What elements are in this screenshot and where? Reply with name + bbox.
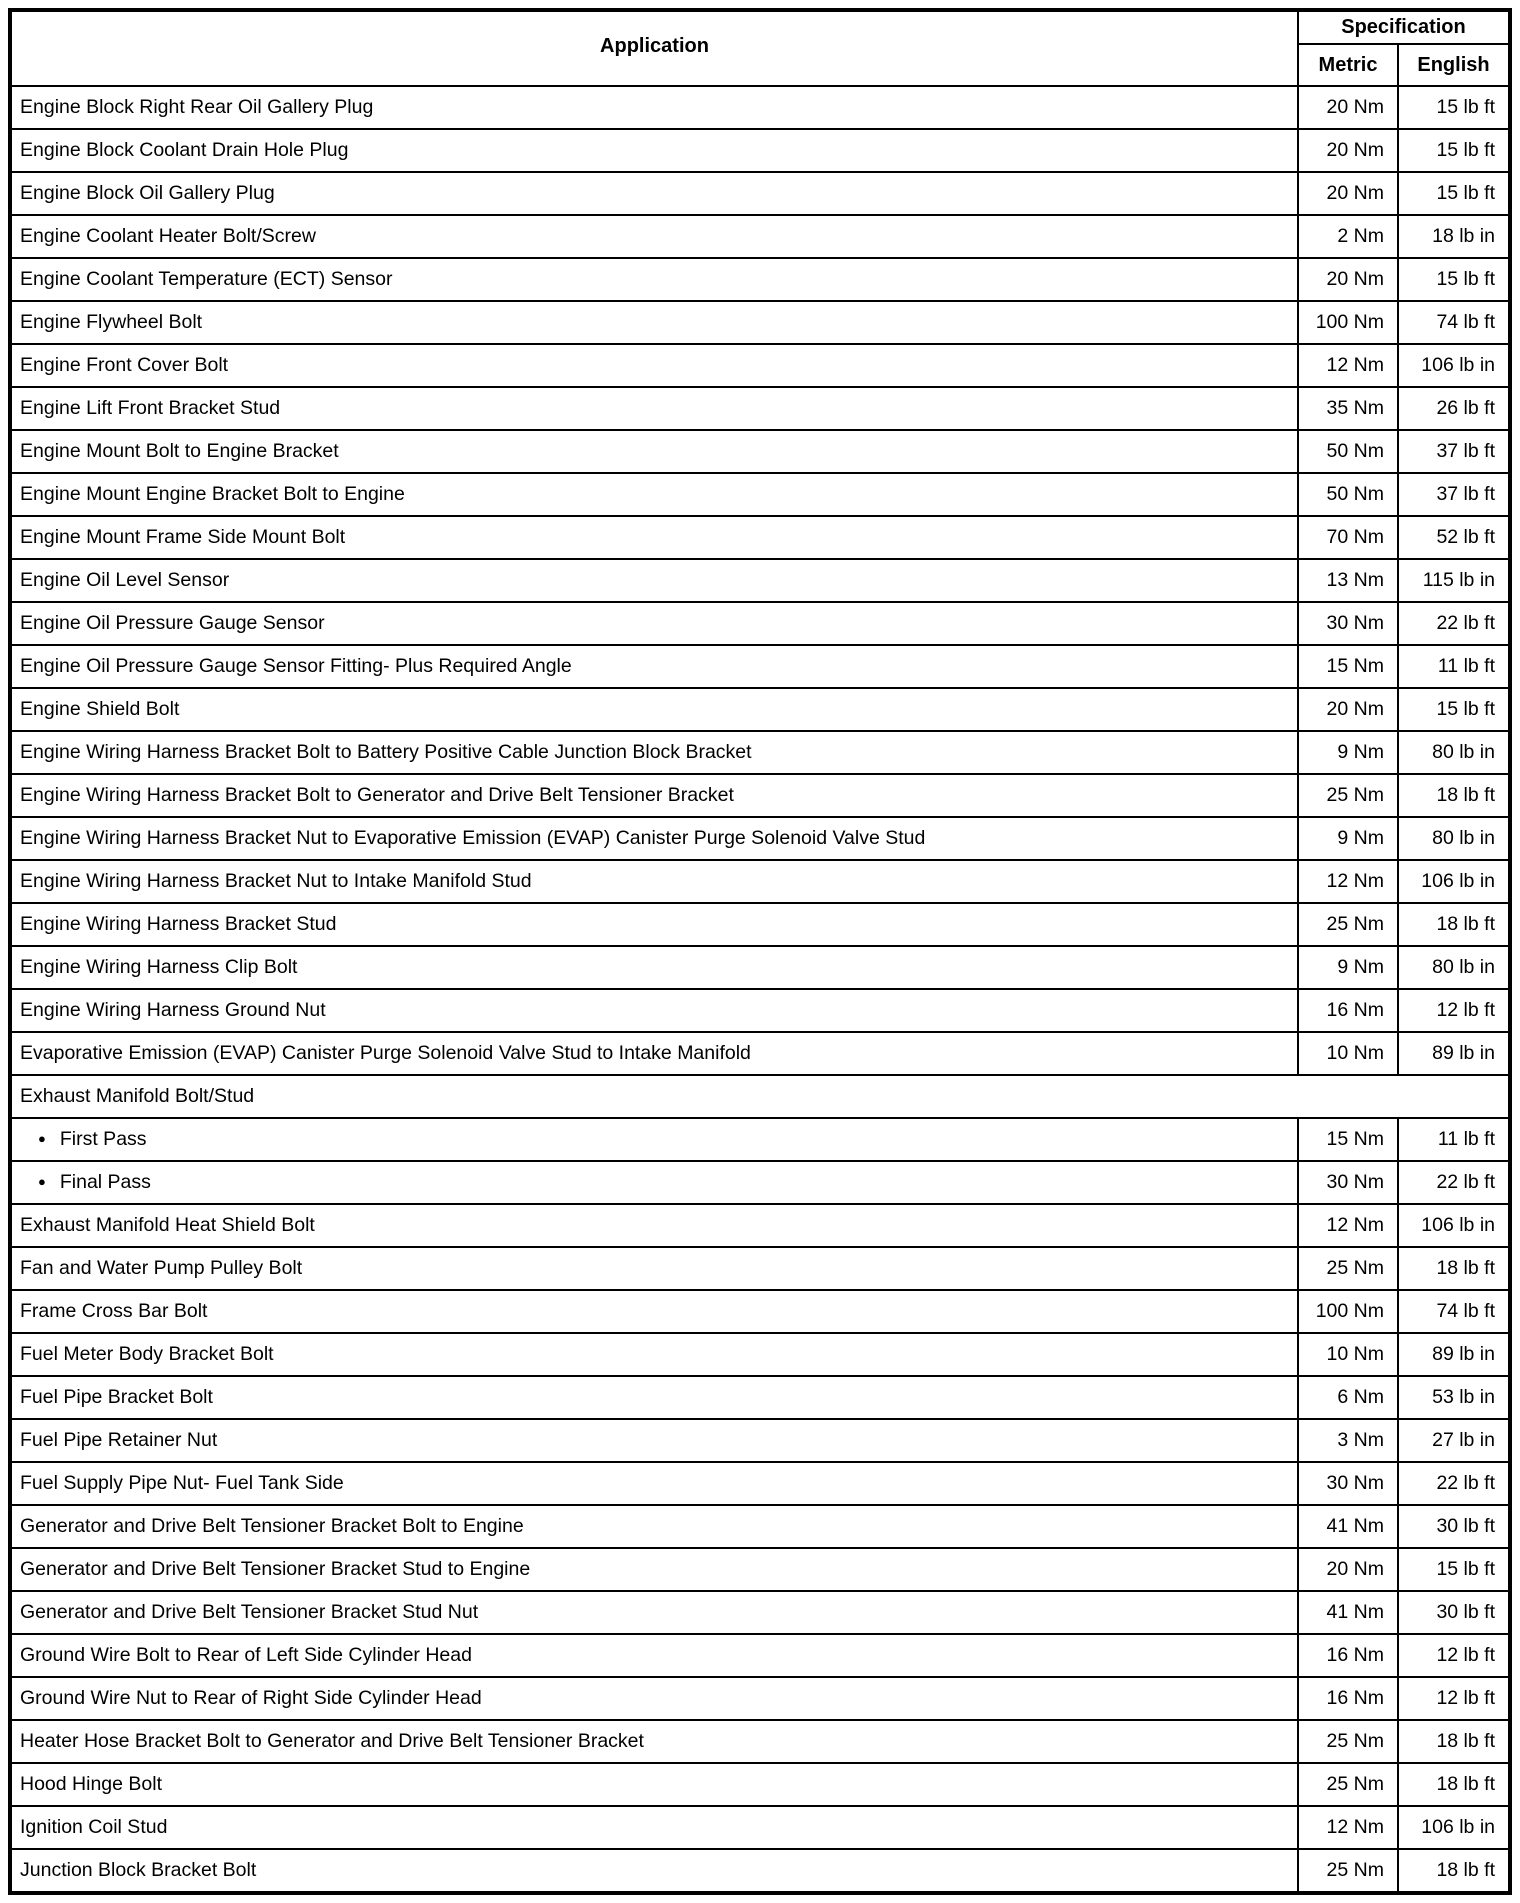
table-row [10,1032,1510,1075]
application-cell: Engine Mount Engine Bracket Bolt to Engine [10,473,1298,516]
english-value-cell: 115 lb in [1398,559,1510,602]
english-value-cell: 37 lb ft [1398,430,1510,473]
english-value-cell: 27 lb in [1398,1419,1510,1462]
metric-value-cell: 6 Nm [1298,1376,1398,1419]
column-header-specification: Specification [1298,10,1510,44]
metric-value-cell: 12 Nm [1298,1204,1398,1247]
table-row [10,301,1510,344]
english-value-cell: 18 lb ft [1398,1849,1510,1893]
metric-value-cell: 50 Nm [1298,473,1398,516]
application-cell: Fuel Supply Pipe Nut- Fuel Tank Side [10,1462,1298,1505]
application-cell: Engine Wiring Harness Bracket Nut to Intake Manifold Stud [10,860,1298,903]
table-row [10,172,1510,215]
application-cell: Engine Wiring Harness Bracket Bolt to Generator and Drive Belt Tensioner Bracket [10,774,1298,817]
english-value-cell: 80 lb in [1398,946,1510,989]
application-cell: Engine Block Right Rear Oil Gallery Plug [10,86,1298,129]
table-row [10,731,1510,774]
application-cell: Fan and Water Pump Pulley Bolt [10,1247,1298,1290]
table-row [10,688,1510,731]
application-cell: Engine Wiring Harness Bracket Nut to Evaporative Emission (EVAP) Canister Purge Solenoid Valve Stud [10,817,1298,860]
metric-value-cell: 50 Nm [1298,430,1398,473]
application-cell: Engine Wiring Harness Bracket Bolt to Battery Positive Cable Junction Block Bracket [10,731,1298,774]
english-value-cell: 18 lb ft [1398,1720,1510,1763]
application-cell: Fuel Meter Body Bracket Bolt [10,1333,1298,1376]
english-value-cell: 74 lb ft [1398,301,1510,344]
table-row [10,1720,1510,1763]
application-cell: Ignition Coil Stud [10,1806,1298,1849]
metric-value-cell: 16 Nm [1298,1677,1398,1720]
metric-value-cell: 9 Nm [1298,731,1398,774]
application-cell: Fuel Pipe Retainer Nut [10,1419,1298,1462]
english-value-cell: 26 lb ft [1398,387,1510,430]
english-value-cell: 18 lb ft [1398,1247,1510,1290]
table-row [10,258,1510,301]
column-header-metric: Metric [1298,44,1398,86]
table-row [10,387,1510,430]
metric-value-cell: 16 Nm [1298,989,1398,1032]
table-row [10,1075,1510,1118]
english-value-cell: 11 lb ft [1398,645,1510,688]
metric-value-cell: 20 Nm [1298,688,1398,731]
metric-value-cell: 20 Nm [1298,1548,1398,1591]
english-value-cell: 18 lb ft [1398,1763,1510,1806]
english-value-cell: 18 lb ft [1398,774,1510,817]
application-cell: Generator and Drive Belt Tensioner Bracket Stud Nut [10,1591,1298,1634]
application-cell: Engine Mount Frame Side Mount Bolt [10,516,1298,559]
table-row [10,344,1510,387]
metric-value-cell: 12 Nm [1298,860,1398,903]
torque-spec-table [8,8,1512,1895]
application-cell: Ground Wire Bolt to Rear of Left Side Cylinder Head [10,1634,1298,1677]
english-value-cell: 15 lb ft [1398,688,1510,731]
application-cell: Engine Wiring Harness Clip Bolt [10,946,1298,989]
english-value-cell: 15 lb ft [1398,258,1510,301]
metric-value-cell: 30 Nm [1298,1161,1398,1204]
english-value-cell: 89 lb in [1398,1032,1510,1075]
table-row [10,602,1510,645]
application-cell: Junction Block Bracket Bolt [10,1849,1298,1893]
english-value-cell: 106 lb in [1398,1204,1510,1247]
application-cell: Engine Coolant Temperature (ECT) Sensor [10,258,1298,301]
metric-value-cell: 12 Nm [1298,1806,1398,1849]
metric-value-cell: 12 Nm [1298,344,1398,387]
application-cell: Engine Front Cover Bolt [10,344,1298,387]
english-value-cell: 74 lb ft [1398,1290,1510,1333]
metric-value-cell: 25 Nm [1298,1720,1398,1763]
column-header-application: Application [10,10,1298,86]
application-cell: Engine Block Coolant Drain Hole Plug [10,129,1298,172]
english-value-cell: 15 lb ft [1398,86,1510,129]
table-row [10,946,1510,989]
metric-value-cell: 25 Nm [1298,903,1398,946]
metric-value-cell: 15 Nm [1298,645,1398,688]
application-cell: Engine Block Oil Gallery Plug [10,172,1298,215]
application-cell: Engine Wiring Harness Bracket Stud [10,903,1298,946]
english-value-cell: 11 lb ft [1398,1118,1510,1161]
metric-value-cell: 70 Nm [1298,516,1398,559]
english-value-cell: 89 lb in [1398,1333,1510,1376]
application-cell: Evaporative Emission (EVAP) Canister Purge Solenoid Valve Stud to Intake Manifold [10,1032,1298,1075]
table-row [10,1419,1510,1462]
application-cell: Engine Wiring Harness Ground Nut [10,989,1298,1032]
application-cell: Engine Lift Front Bracket Stud [10,387,1298,430]
english-value-cell: 106 lb in [1398,1806,1510,1849]
metric-value-cell: 9 Nm [1298,817,1398,860]
metric-value-cell: 10 Nm [1298,1032,1398,1075]
table-row [10,129,1510,172]
metric-value-cell: 30 Nm [1298,1462,1398,1505]
english-value-cell: 37 lb ft [1398,473,1510,516]
table-row [10,1548,1510,1591]
english-value-cell: 18 lb in [1398,215,1510,258]
table-row [10,860,1510,903]
metric-value-cell: 25 Nm [1298,1849,1398,1893]
table-row [10,645,1510,688]
metric-value-cell: 100 Nm [1298,1290,1398,1333]
metric-value-cell: 25 Nm [1298,774,1398,817]
application-cell [10,1118,1298,1161]
metric-value-cell: 41 Nm [1298,1505,1398,1548]
table-row [10,86,1510,129]
table-row [10,774,1510,817]
table-row [10,1806,1510,1849]
table-row [10,1204,1510,1247]
metric-value-cell: 20 Nm [1298,129,1398,172]
english-value-cell: 80 lb in [1398,817,1510,860]
metric-value-cell: 100 Nm [1298,301,1398,344]
group-row-label: Exhaust Manifold Bolt/Stud [10,1075,1510,1118]
metric-value-cell: 41 Nm [1298,1591,1398,1634]
table-row [10,473,1510,516]
application-cell: Hood Hinge Bolt [10,1763,1298,1806]
english-value-cell: 12 lb ft [1398,989,1510,1032]
english-value-cell: 12 lb ft [1398,1634,1510,1677]
english-value-cell: 12 lb ft [1398,1677,1510,1720]
table-row [10,1118,1510,1161]
english-value-cell: 30 lb ft [1398,1591,1510,1634]
application-cell: Heater Hose Bracket Bolt to Generator and Drive Belt Tensioner Bracket [10,1720,1298,1763]
table-row [10,1462,1510,1505]
metric-value-cell: 13 Nm [1298,559,1398,602]
table-row [10,1763,1510,1806]
bullet-icon: ● [38,1131,46,1146]
application-cell: Generator and Drive Belt Tensioner Bracket Stud to Engine [10,1548,1298,1591]
table-body [10,86,1510,1893]
application-cell: Engine Oil Level Sensor [10,559,1298,602]
bullet-icon: ● [38,1174,46,1189]
metric-value-cell: 20 Nm [1298,86,1398,129]
english-value-cell: 15 lb ft [1398,129,1510,172]
metric-value-cell: 30 Nm [1298,602,1398,645]
application-cell: Engine Coolant Heater Bolt/Screw [10,215,1298,258]
table-row [10,1376,1510,1419]
application-cell: Engine Mount Bolt to Engine Bracket [10,430,1298,473]
metric-value-cell: 15 Nm [1298,1118,1398,1161]
table-row [10,1677,1510,1720]
table-row [10,1333,1510,1376]
table-row [10,1591,1510,1634]
english-value-cell: 30 lb ft [1398,1505,1510,1548]
metric-value-cell: 16 Nm [1298,1634,1398,1677]
application-label: First Pass [59,1128,147,1150]
metric-value-cell: 25 Nm [1298,1247,1398,1290]
table-row [10,1634,1510,1677]
table-row [10,1849,1510,1893]
application-cell: Generator and Drive Belt Tensioner Bracket Bolt to Engine [10,1505,1298,1548]
metric-value-cell: 25 Nm [1298,1763,1398,1806]
table-row [10,989,1510,1032]
metric-value-cell: 3 Nm [1298,1419,1398,1462]
application-cell: Engine Oil Pressure Gauge Sensor [10,602,1298,645]
english-value-cell: 53 lb in [1398,1376,1510,1419]
table-row [10,430,1510,473]
column-header-english: English [1398,44,1510,86]
metric-value-cell: 9 Nm [1298,946,1398,989]
table-row [10,516,1510,559]
application-cell: Engine Flywheel Bolt [10,301,1298,344]
table-row [10,1505,1510,1548]
table-row [10,1247,1510,1290]
english-value-cell: 106 lb in [1398,344,1510,387]
metric-value-cell: 20 Nm [1298,172,1398,215]
english-value-cell: 52 lb ft [1398,516,1510,559]
english-value-cell: 80 lb in [1398,731,1510,774]
metric-value-cell: 10 Nm [1298,1333,1398,1376]
english-value-cell: 22 lb ft [1398,1462,1510,1505]
table-row [10,1161,1510,1204]
application-cell [10,1161,1298,1204]
table-row [10,817,1510,860]
english-value-cell: 106 lb in [1398,860,1510,903]
metric-value-cell: 2 Nm [1298,215,1398,258]
application-cell: Frame Cross Bar Bolt [10,1290,1298,1333]
table-row [10,1290,1510,1333]
english-value-cell: 15 lb ft [1398,172,1510,215]
english-value-cell: 22 lb ft [1398,602,1510,645]
application-cell: Ground Wire Nut to Rear of Right Side Cylinder Head [10,1677,1298,1720]
header-row-specification [10,10,1510,44]
application-cell: Exhaust Manifold Heat Shield Bolt [10,1204,1298,1247]
application-cell: Engine Shield Bolt [10,688,1298,731]
table-row [10,215,1510,258]
metric-value-cell: 35 Nm [1298,387,1398,430]
application-cell: Fuel Pipe Bracket Bolt [10,1376,1298,1419]
english-value-cell: 22 lb ft [1398,1161,1510,1204]
application-cell: Engine Oil Pressure Gauge Sensor Fitting- Plus Required Angle [10,645,1298,688]
metric-value-cell: 20 Nm [1298,258,1398,301]
table-row [10,903,1510,946]
english-value-cell: 18 lb ft [1398,903,1510,946]
table-row [10,559,1510,602]
english-value-cell: 15 lb ft [1398,1548,1510,1591]
application-label: Final Pass [59,1171,151,1193]
